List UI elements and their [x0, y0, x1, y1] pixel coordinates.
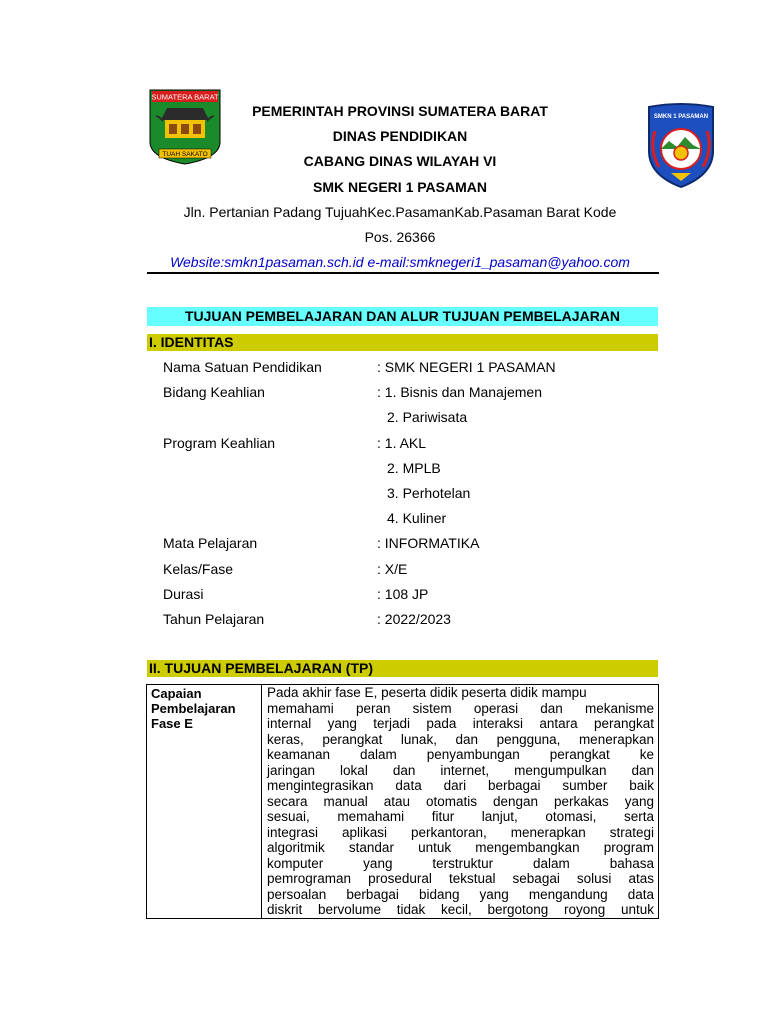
- capaian-text-line: sesuai, memahami fitur lanjut, otomasi, serta: [267, 809, 654, 824]
- capaian-text-line: keras, perangkat lunak, dan pengguna, menerapkan: [267, 731, 654, 747]
- value-durasi: : 108 JP: [377, 586, 429, 602]
- header-school-name: SMK NEGERI 1 PASAMAN: [313, 179, 487, 195]
- capaian-text-line: internal yang terjadi pada interaksi antara perangkat: [267, 716, 654, 731]
- capaian-text-line: algoritmik standar untuk mengembangkan program: [267, 840, 654, 855]
- label-durasi: Durasi: [163, 586, 204, 602]
- header-department: DINAS PENDIDIKAN: [332, 128, 468, 144]
- value-bidang-keahlian: : 1. Bisnis dan Manajemen: [377, 384, 542, 400]
- header-contact: [140, 254, 660, 270]
- capaian-text-line: secara manual atau otomatis dengan perkakas yang: [267, 793, 654, 809]
- header-divider: [147, 272, 659, 274]
- capaian-text-line: persoalan berbagai bidang yang mengandung data: [267, 886, 654, 902]
- section-identitas-heading: I. IDENTITAS: [149, 334, 234, 350]
- smkn1-pasaman-emblem: [645, 101, 717, 189]
- section-identitas-bar: [147, 334, 658, 351]
- value-mata-pelajaran: : INFORMATIKA: [377, 535, 480, 551]
- capaian-text-line: komputer yang terstruktur dalam bahasa: [267, 855, 654, 871]
- value-nama-satuan: : SMK NEGERI 1 PASAMAN: [377, 359, 556, 375]
- label-kelas-fase: Kelas/Fase: [163, 561, 234, 577]
- capaian-text-line: diskrit bervolume tidak kecil, bergotong royong untuk: [267, 902, 654, 917]
- header-address-line2: Pos. 26366: [364, 229, 436, 245]
- value-program-keahlian-3: 3. Perhotelan: [387, 485, 471, 501]
- email-label: e-mail:: [363, 254, 410, 270]
- value-program-keahlian-4: 4. Kuliner: [387, 510, 447, 526]
- label-bidang-keahlian: Bidang Keahlian: [163, 384, 265, 400]
- value-program-keahlian-2: 2. MPLB: [387, 460, 441, 476]
- capaian-label-line: Fase E: [151, 716, 193, 731]
- capaian-label-line: Capaian: [151, 686, 202, 701]
- capaian-text-line: memahami peran sistem operasi dan mekanisme: [267, 700, 654, 716]
- header-government: PEMERINTAH PROVINSI SUMATERA BARAT: [252, 103, 548, 119]
- capaian-text-cell: [262, 685, 659, 919]
- website-link[interactable]: smkn1pasaman.sch.id: [224, 254, 364, 270]
- website-label: Website:: [170, 254, 225, 270]
- value-kelas-fase: : X/E: [377, 561, 408, 577]
- section-tujuan-heading: II. TUJUAN PEMBELAJARAN (TP): [149, 660, 374, 676]
- label-program-keahlian: Program Keahlian: [163, 435, 276, 451]
- email-link[interactable]: smknegeri1_pasaman@yahoo.com: [409, 254, 630, 270]
- document-title-bar: [147, 307, 658, 326]
- value-tahun-pelajaran: : 2022/2023: [377, 611, 451, 627]
- document-title: TUJUAN PEMBELAJARAN DAN ALUR TUJUAN PEMBELAJARAN: [184, 308, 621, 324]
- label-nama-satuan: Nama Satuan Pendidikan: [163, 359, 322, 375]
- capaian-label-cell: [147, 685, 262, 919]
- capaian-text-line: keamanan dalam penyambungan perangkat ke: [267, 747, 654, 762]
- capaian-text-line: mengintegrasikan data dari berbagai sumber baik: [267, 778, 654, 793]
- section-tujuan-bar: [147, 660, 658, 677]
- label-mata-pelajaran: Mata Pelajaran: [163, 535, 258, 551]
- table-row: [147, 685, 659, 919]
- svg-text:SMKN 1 PASAMAN: SMKN 1 PASAMAN: [653, 114, 709, 120]
- value-bidang-keahlian-2: 2. Pariwisata: [387, 409, 468, 425]
- header-branch: CABANG DINAS WILAYAH VI: [303, 153, 497, 169]
- capaian-text-line: jaringan lokal dan internet, mengumpulkan dan: [267, 762, 654, 778]
- capaian-text-line: pemrograman prosedural tekstual sebagai solusi atas: [267, 871, 654, 886]
- capaian-pembelajaran-table: [146, 684, 659, 919]
- svg-text:SUMATERA BARAT: SUMATERA BARAT: [151, 92, 219, 102]
- value-program-keahlian: : 1. AKL: [377, 435, 427, 451]
- capaian-text-line: Pada akhir fase E, peserta didik peserta didik mampu: [267, 685, 587, 700]
- svg-text:TUAH SAKATO: TUAH SAKATO: [162, 151, 208, 158]
- capaian-text-line: integrasi aplikasi perkantoran, menerapkan strategi: [267, 824, 654, 840]
- capaian-label-line: Pembelajaran: [151, 701, 236, 716]
- header-address-line1: Jln. Pertanian Padang TujuahKec.PasamanKab.Pasaman Barat Kode: [183, 204, 617, 220]
- label-tahun-pelajaran: Tahun Pelajaran: [163, 611, 265, 627]
